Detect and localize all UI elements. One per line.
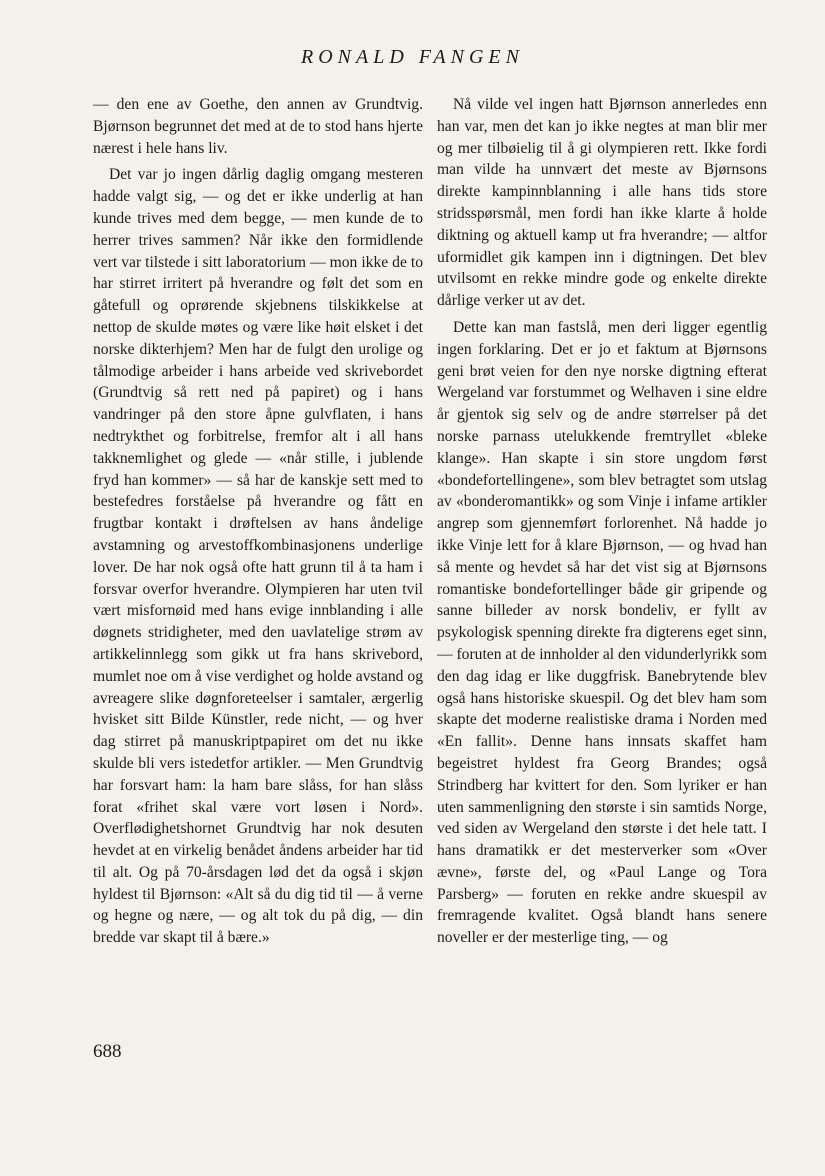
page-number: 688 [93,1041,122,1062]
left-column [93,94,423,949]
running-head: RONALD FANGEN [301,46,524,68]
right-column [437,94,767,949]
left-paragraph-2: Det var jo ingen dårlig daglig omgang mesteren hadde valgt sig, — og det er ikke underlig at han kunde trives med dem begge, — men kunde de to herrer trives sammen? Når ikke den formidlende vert var tilstede i sitt laboratorium — mon ikke de to har stirret irritert på hverandre og følt det som en gåtefull og oprørende skjebnens tilskikkelse at nettop de skulde møtes og være like høit elsket i det norske dikterhjem? Men har de fulgt den urolige og tålmodige arbeider i hans arbeide ved skrivebordet (Grundtvig så rett ned på papiret) og i hans vandringer på den store åpne gulvflaten, i hans nedtrykthet og forbitrelse, fremfor alt i all hans takknemlighet og glede — «når stille, i jublende fryd han kommer» — så har de kanskje sett med to bestefedres forståelse på hverandre og fått en frugtbar kontakt i drøftelsen av hans åndelige avstamning og arvestoffkombinasjonens underlige lover. De har nok også ofte hatt grunn til å ta ham i forsvar overfor hverandre. Olympieren har uten tvil vært misfornøid med hans evige innblanding i alle døgnets stridigheter, med den uavlatelige strøm av artikkelinnlegg som gikk ut fra hans skrivebord, mumlet noe om å vise verdighet og holde avstand og avreagere slike døgnforeteelser i samtaler, ærgerlig hvisket sitt Bilde Künstler, rede nicht, — og hver dag stirret på manuskriptpapiret om det nu ikke skulde bli vers istedetfor artikler. — Men Grundtvig har forsvart ham: la ham bare slåss, for han slåss forat «frihet skal være vort løsen i Nord». Overflødighetshornet Grundtvig har nok desuten hevdet at en virkelig benådet åndens arbeider har tid til alt. Og på 70-årsdagen lød det da også i skjøn hyldest til Bjørnson: «Alt så du dig tid til — å verne og hegne og nære, — og alt tok du på dig, — din bredde var skapt til å bære.» [93,166,423,947]
right-paragraph-2: Dette kan man fastslå, men deri ligger egentlig ingen forklaring. Det er jo et faktum at Bjørnsons geni brøt veien for den nye norske digtning efterat Wergeland var forstummet og Welhaven i sine eldre år gjentok sig selv og de andre størrelser på det norske parnass utelukkende fremtryllet «bleke klange». Han skapte i sin store ungdom først «bondefortellingene», som blev betragtet som utslag av «bonderomantikk» og som Vinje i infame artikler angrep som gjennemført forlorenhet. Nå hadde jo ikke Vinje lett for å klare Bjørnson, — og hvad han så mente og hevdet så har det vist sig at Bjørnsons romantiske bondefortellinger både gir gripende og sanne billeder av norsk bondeliv, er fyllt av psykologisk spenning direkte fra digterens eget sinn, — foruten at de innholder al den vidunderlyrikk som den dag idag er like duggfrisk. Banebrytende blev også hans historiske skuespil. Og det blev ham som skapte det moderne realistiske drama i Norden med «En fallit». Denne hans innsats skaffet ham begeistret hyldest fra Georg Brandes; også Strindberg har kvittert for den. Som lyriker er han uten sammenligning den største i sin samtids Norge, ved siden av Wergeland den største i det hele tatt. I hans dramatikk er det mesterverker som «Over ævne», første del, og «Paul Lange og Tora Parsberg» — foruten en rekke andre skuespil av fremragende kvalitet. Også blandt hans senere noveller er der mesterlige ting, — og [437,318,767,947]
left-paragraph-1: — den ene av Goethe, den annen av Grundtvig. Bjørnson begrunnet det med at de to stod hans hjerte nærest i hele hans liv. [93,96,423,157]
right-paragraph-1: Nå vilde vel ingen hatt Bjørnson annerledes enn han var, men det kan jo ikke negtes at man blir mer og mer tilbøielig til å gi olympieren rett. Ikke fordi man vilde ha unnvært det meste av Bjørnsons direkte kampinnblanning i alle hans tids store stridsspørsmål, men fordi han ikke klarte å holde diktning og aktuell kamp ut fra hverandre; — altfor uformidlet gik kampen inn i digtningen. Det blev utvilsomt en rekke mindre gode og enkelte direkte dårlige verker ut av det. [437,96,767,310]
